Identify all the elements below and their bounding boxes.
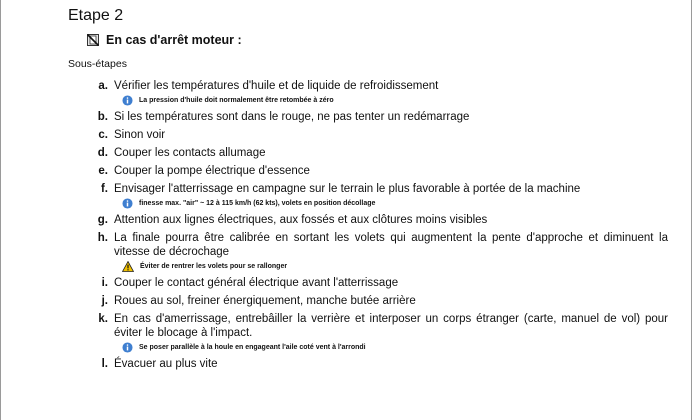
substep-body bbox=[114, 357, 668, 371]
engine-failure-icon bbox=[86, 33, 100, 47]
substep-item bbox=[68, 164, 668, 178]
substep-item bbox=[68, 231, 668, 272]
substep-letter: d. bbox=[97, 147, 108, 159]
warning-icon bbox=[122, 261, 134, 272]
substep-text: Roues au sol, freiner énergiquement, manche butée arrière bbox=[114, 295, 416, 307]
info-icon bbox=[122, 198, 133, 209]
substeps-list bbox=[68, 79, 668, 375]
substep-body bbox=[114, 213, 668, 227]
substep-body bbox=[114, 164, 668, 178]
substep-body bbox=[114, 312, 668, 353]
substep-letter: a. bbox=[98, 80, 108, 92]
note-text: Éviter de rentrer les volets pour se rallonger bbox=[140, 262, 288, 270]
substep-letter: j. bbox=[101, 295, 108, 307]
substep-note bbox=[122, 198, 668, 209]
substep-item bbox=[68, 312, 668, 353]
substep-item bbox=[68, 213, 668, 227]
substep-item bbox=[68, 146, 668, 160]
substep-text: Évacuer au plus vite bbox=[114, 358, 218, 370]
substep-letter: h. bbox=[97, 232, 108, 244]
substep-body bbox=[114, 110, 668, 124]
substep-body bbox=[114, 294, 668, 308]
substep-text: Sinon voir bbox=[114, 129, 166, 141]
substep-body bbox=[114, 276, 668, 290]
step-title: Etape 2 bbox=[68, 7, 124, 24]
substep-item bbox=[68, 182, 668, 209]
info-icon bbox=[122, 95, 133, 106]
substep-text: Si les températures sont dans le rouge, ne pas tenter un redémarrage bbox=[114, 111, 470, 123]
substep-item bbox=[68, 294, 668, 308]
substep-text: En cas d'amerrissage, entrebâiller la verrière et interposer un corps étranger (carte, manuel de vol) pour éviter le blocage à l'impact. bbox=[114, 313, 668, 339]
page-border-right bbox=[691, 0, 692, 420]
note-text: Se poser parallèle à la houle en engageant l'aile coté vent à l'arrondi bbox=[139, 343, 366, 351]
substep-note bbox=[122, 261, 668, 272]
substep-body bbox=[114, 128, 668, 142]
substep-item bbox=[68, 110, 668, 124]
substep-text: Vérifier les températures d'huile et de liquide de refroidissement bbox=[114, 80, 439, 92]
substep-letter: b. bbox=[97, 111, 108, 123]
substeps-label: Sous-étapes bbox=[68, 58, 127, 70]
substep-text: Envisager l'atterrissage en campagne sur le terrain le plus favorable à portée de la machine bbox=[114, 183, 581, 195]
substep-letter: e. bbox=[98, 165, 108, 177]
substep-text: Couper la pompe électrique d'essence bbox=[114, 165, 310, 177]
substep-note bbox=[122, 342, 668, 353]
info-icon bbox=[122, 342, 133, 353]
substep-letter: i. bbox=[101, 277, 108, 289]
substep-item bbox=[68, 276, 668, 290]
substep-text: La finale pourra être calibrée en sortant les volets qui augmentent la pente d'approche et diminuent la vitesse de décrochage bbox=[114, 232, 668, 258]
substep-body bbox=[114, 231, 668, 272]
substep-text: Couper les contacts allumage bbox=[114, 147, 266, 159]
substep-letter: c. bbox=[98, 129, 108, 141]
note-text: La pression d'huile doit normalement être retombée à zéro bbox=[139, 96, 334, 104]
substep-body bbox=[114, 182, 668, 209]
substep-body bbox=[114, 79, 668, 106]
substep-letter: l. bbox=[101, 358, 108, 370]
substep-text: Couper le contact général électrique avant l'atterrissage bbox=[114, 277, 399, 289]
substep-text: Attention aux lignes électriques, aux fossés et aux clôtures moins visibles bbox=[114, 214, 488, 226]
substep-note bbox=[122, 95, 668, 106]
substep-item bbox=[68, 79, 668, 106]
substep-letter: g. bbox=[97, 214, 108, 226]
section-heading bbox=[86, 33, 242, 47]
substep-letter: k. bbox=[98, 313, 108, 325]
note-text: finesse max. "air" ~ 12 à 115 km/h (62 kts), volets en position décollage bbox=[139, 199, 376, 207]
section-heading-label: En cas d'arrêt moteur : bbox=[106, 33, 242, 47]
substep-item bbox=[68, 357, 668, 371]
substep-item bbox=[68, 128, 668, 142]
substep-letter: f. bbox=[100, 183, 108, 195]
substep-body bbox=[114, 146, 668, 160]
